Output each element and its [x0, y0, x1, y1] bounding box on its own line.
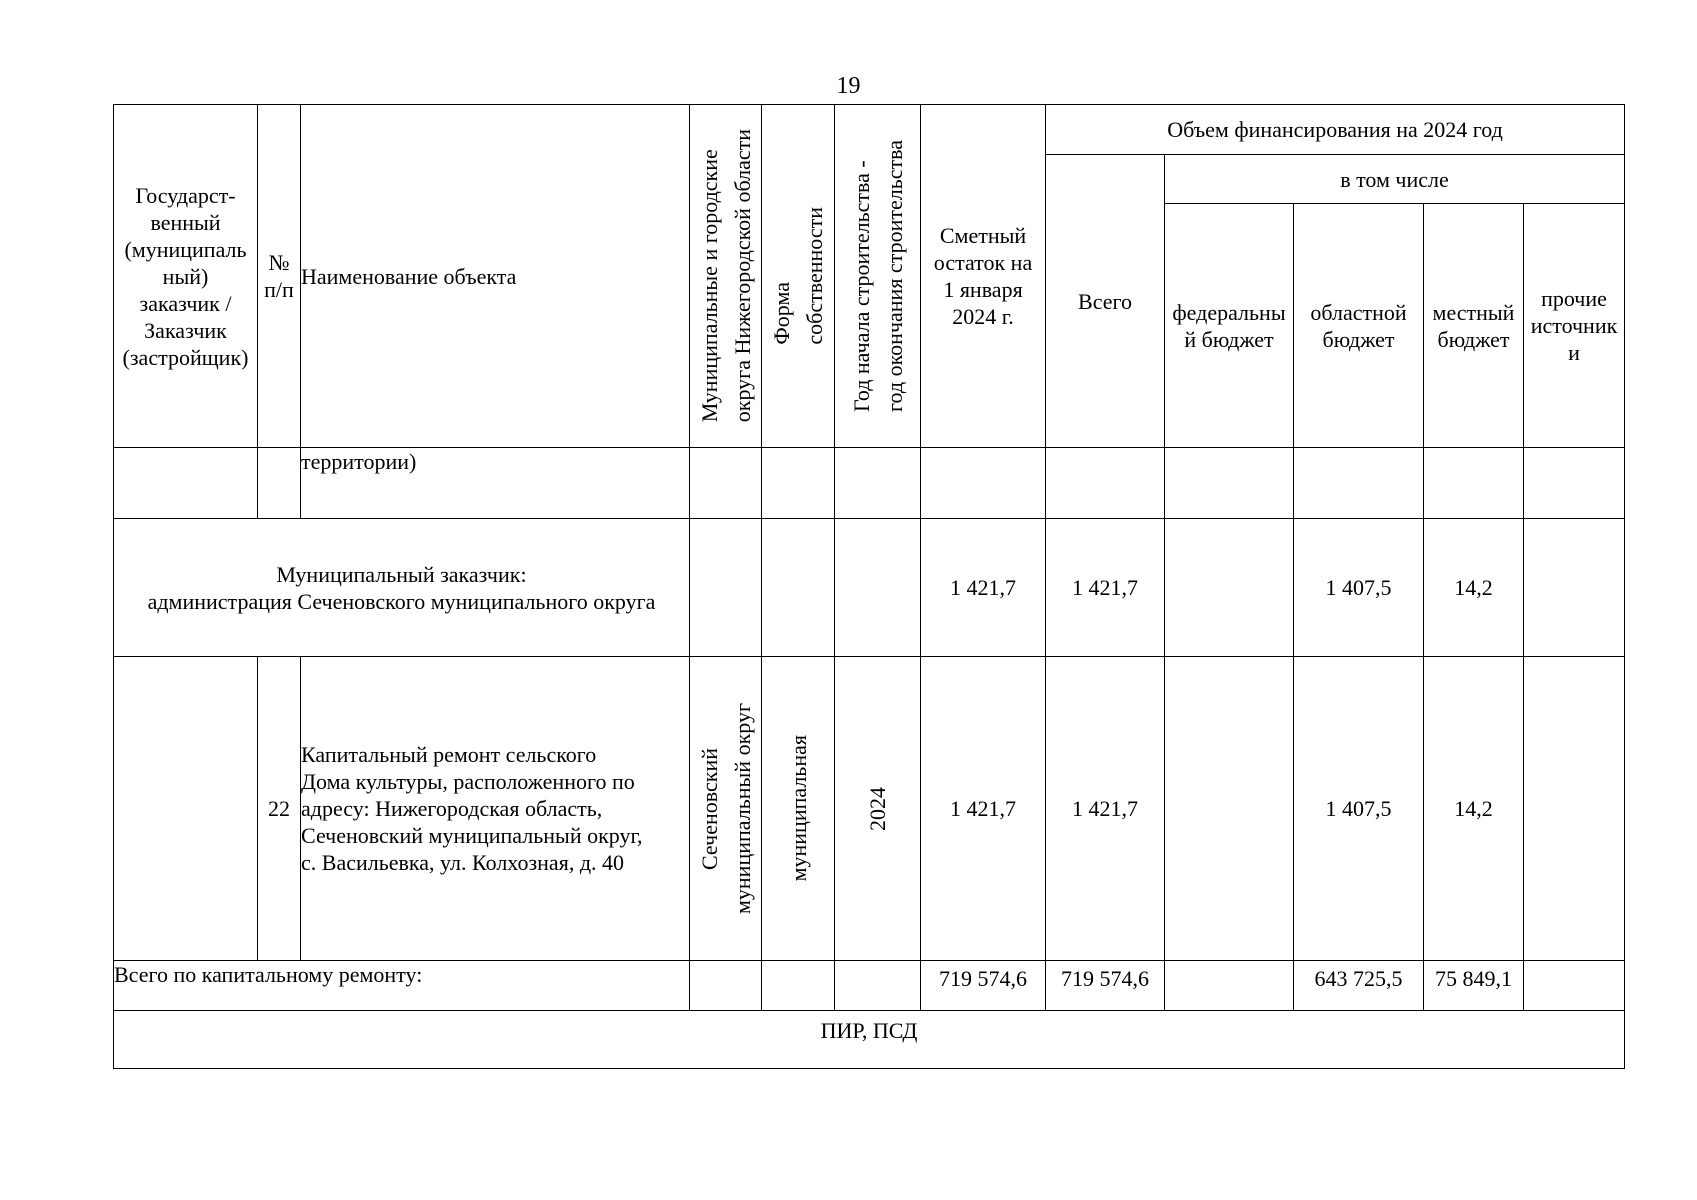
cell: [1046, 448, 1165, 519]
object-name-header: Наименование объекта: [301, 105, 690, 448]
number-header: № п/п: [258, 105, 301, 448]
ownership-header-text: Форма собственности: [769, 207, 827, 345]
customer-regional-budget: 1 407,5: [1294, 519, 1424, 657]
cell: [1165, 448, 1294, 519]
cell: [1524, 448, 1625, 519]
cell: [1294, 448, 1424, 519]
object-year: 2024: [865, 786, 890, 831]
cell: [762, 448, 835, 519]
total-regional-budget: 643 725,5: [1294, 961, 1424, 1011]
page-number: 19: [836, 73, 861, 99]
object-regional-budget: 1 407,5: [1294, 657, 1424, 961]
years-header-text: Год начала строительства - год окончания строительства: [848, 140, 907, 412]
total-estimated-balance: 719 574,6: [921, 961, 1046, 1011]
federal-budget-header: федеральны й бюджет: [1165, 204, 1294, 448]
object-ownership-cell: [762, 657, 835, 961]
header-row-1: [114, 105, 1625, 155]
object-estimated-balance: 1 421,7: [921, 657, 1046, 961]
customer-row: [114, 519, 1625, 657]
cell: [1524, 519, 1625, 657]
customer-estimated-balance: 1 421,7: [921, 519, 1046, 657]
cell: [690, 519, 762, 657]
cell: [114, 448, 258, 519]
total-row: [114, 961, 1625, 1011]
object-ownership: муниципальная: [785, 735, 811, 882]
object-total: 1 421,7: [1046, 657, 1165, 961]
cell: [114, 657, 258, 961]
financing-volume-header: Объем финансирования на 2024 год: [1046, 105, 1625, 155]
total-total: 719 574,6: [1046, 961, 1165, 1011]
object-row: [114, 657, 1625, 961]
section-label: ПИР, ПСД: [114, 1011, 1625, 1069]
object-name: Капитальный ремонт сельского Дома культуры, расположенного по адресу: Нижегородская область, Сеченовский муниципальный округ, с. Васильевка, ул. Колхозная, д. 40: [301, 657, 690, 961]
cell: [835, 519, 921, 657]
cell: [690, 961, 762, 1011]
object-year-cell: [835, 657, 921, 961]
total-label: Всего по капитальному ремонту:: [114, 961, 690, 1011]
object-number: 22: [258, 657, 301, 961]
continuation-row: [114, 448, 1625, 519]
districts-header: [690, 105, 762, 448]
cell: [1524, 961, 1625, 1011]
years-header: [835, 105, 921, 448]
ownership-header: [762, 105, 835, 448]
total-local-budget: 75 849,1: [1424, 961, 1524, 1011]
cell: [1165, 519, 1294, 657]
cell: [1165, 961, 1294, 1011]
financing-table: [113, 104, 1625, 1069]
districts-header-text: Муниципальные и городские округа Нижегородской области: [696, 129, 755, 423]
local-budget-header: местный бюджет: [1424, 204, 1524, 448]
cell: [835, 961, 921, 1011]
section-row: [114, 1011, 1625, 1069]
object-district: Сеченовский муниципальный округ: [696, 702, 755, 914]
cell: [762, 519, 835, 657]
estimated-balance-header: Сметный остаток на 1 января 2024 г.: [921, 105, 1046, 448]
cell: [835, 448, 921, 519]
including-header: в том числе: [1165, 155, 1625, 204]
regional-budget-header: областной бюджет: [1294, 204, 1424, 448]
cell: [1524, 657, 1625, 961]
customer-local-budget: 14,2: [1424, 519, 1524, 657]
cell: [258, 448, 301, 519]
customer-header: Государст- венный (муниципаль ный) заказчик / Заказчик (застройщик): [114, 105, 258, 448]
cell: [1165, 657, 1294, 961]
cell: [762, 961, 835, 1011]
total-header: Всего: [1046, 155, 1165, 448]
cell: [690, 448, 762, 519]
customer-total: 1 421,7: [1046, 519, 1165, 657]
object-district-cell: [690, 657, 762, 961]
object-local-budget: 14,2: [1424, 657, 1524, 961]
cell: [921, 448, 1046, 519]
cell: [1424, 448, 1524, 519]
customer-label: Муниципальный заказчик: администрация Сеченовского муниципального округа: [114, 519, 690, 657]
other-sources-header: прочие источник и: [1524, 204, 1625, 448]
continuation-object-name: территории): [301, 448, 690, 519]
